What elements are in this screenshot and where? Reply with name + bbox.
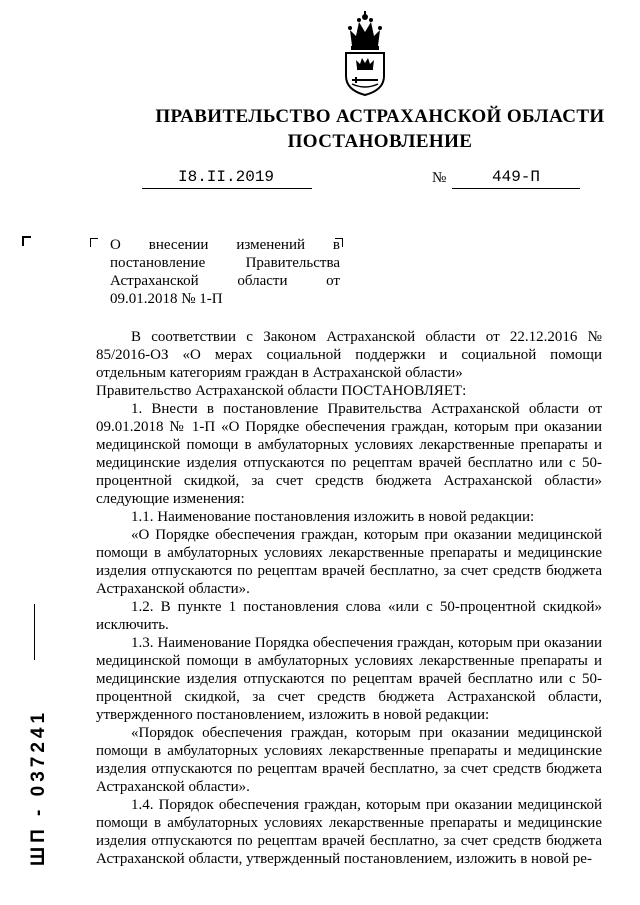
document-number: 449-П <box>492 168 541 186</box>
clause-1-2: 1.2. В пункте 1 постановления слова «или с 50-процентной скидкой» исключить. <box>96 599 602 633</box>
serial-stamp: ШП - 037241 <box>28 708 49 866</box>
clause-1-4: 1.4. Порядок обеспечения граждан, которым при оказании медицинской помощи в амбулаторных условиях лекарственные препараты и медицинские изделия отпускаются по рецептам врачей бесплатно, за счет средств бюджета Астраханской области, утвержденный постановлением, изложить в новой ре- <box>96 797 602 867</box>
margin-corner-mark <box>22 236 31 246</box>
preamble-paragraph: В соответствии с Законом Астраханской области от 22.12.2016 № 85/2016-ОЗ «О мерах социальной поддержки и социальной помощи отдельным категориям граждан в Астраханской области» <box>96 329 602 381</box>
date-field <box>142 168 312 189</box>
clause-1: 1. Внести в постановление Правительства Астраханской области от 09.01.2018 № 1-П «О Порядке обеспечения граждан, которым при оказании медицинской помощи в амбулаторных условиях лекарственные препараты и медицинские изделия отпускаются по рецептам врачей бесплатно или с 50-процентной скидкой, за счет средств бюджета Астраханской области» следующие изменения: <box>96 401 602 507</box>
margin-rule <box>34 604 35 660</box>
clause-1-1: 1.1. Наименование постановления изложить в новой редакции: <box>131 509 535 525</box>
clause-1-3-text: «Порядок обеспечения граждан, которым при оказании медицинской помощи в амбулаторных условиях лекарственные препараты и медицинские изделия отпускаются по рецептам врачей бесплатно, за счет средств бюджета Астраханской области». <box>96 725 602 795</box>
document-subject: О внесении изменений в постановление Правительства Астраханской области от 09.01.2018 № 1-П <box>110 237 340 307</box>
document-body <box>96 328 602 868</box>
resolution-line: Правительство Астраханской области ПОСТАНОВЛЯЕТ: <box>96 383 467 399</box>
document-date: I8.II.2019 <box>178 168 275 186</box>
government-title: ПРАВИТЕЛЬСТВО АСТРАХАНСКОЙ ОБЛАСТИ <box>155 106 605 127</box>
number-label: № <box>432 170 447 186</box>
document-type: ПОСТАНОВЛЕНИЕ <box>287 131 473 152</box>
subject-corner-mark-left <box>90 238 98 247</box>
clause-1-3: 1.3. Наименование Порядка обеспечения граждан, которым при оказании медицинской помощи в амбулаторных условиях лекарственные препараты и медицинские изделия отпускаются по рецептам врачей бесплатно или с 50-процентной скидкой, за счет средств бюджета Астраханской области, утвержденного постановлением, изложить в новой редакции: <box>96 635 602 723</box>
coat-of-arms-icon <box>340 8 390 96</box>
clause-1-1-text: «О Порядке обеспечения граждан, которым при оказании медицинской помощи в амбулаторных условиях лекарственные препараты и медицинские изделия отпускаются по рецептам врачей бесплатно, за счет средств бюджета Астраханской области». <box>96 527 602 597</box>
number-field <box>452 168 580 189</box>
